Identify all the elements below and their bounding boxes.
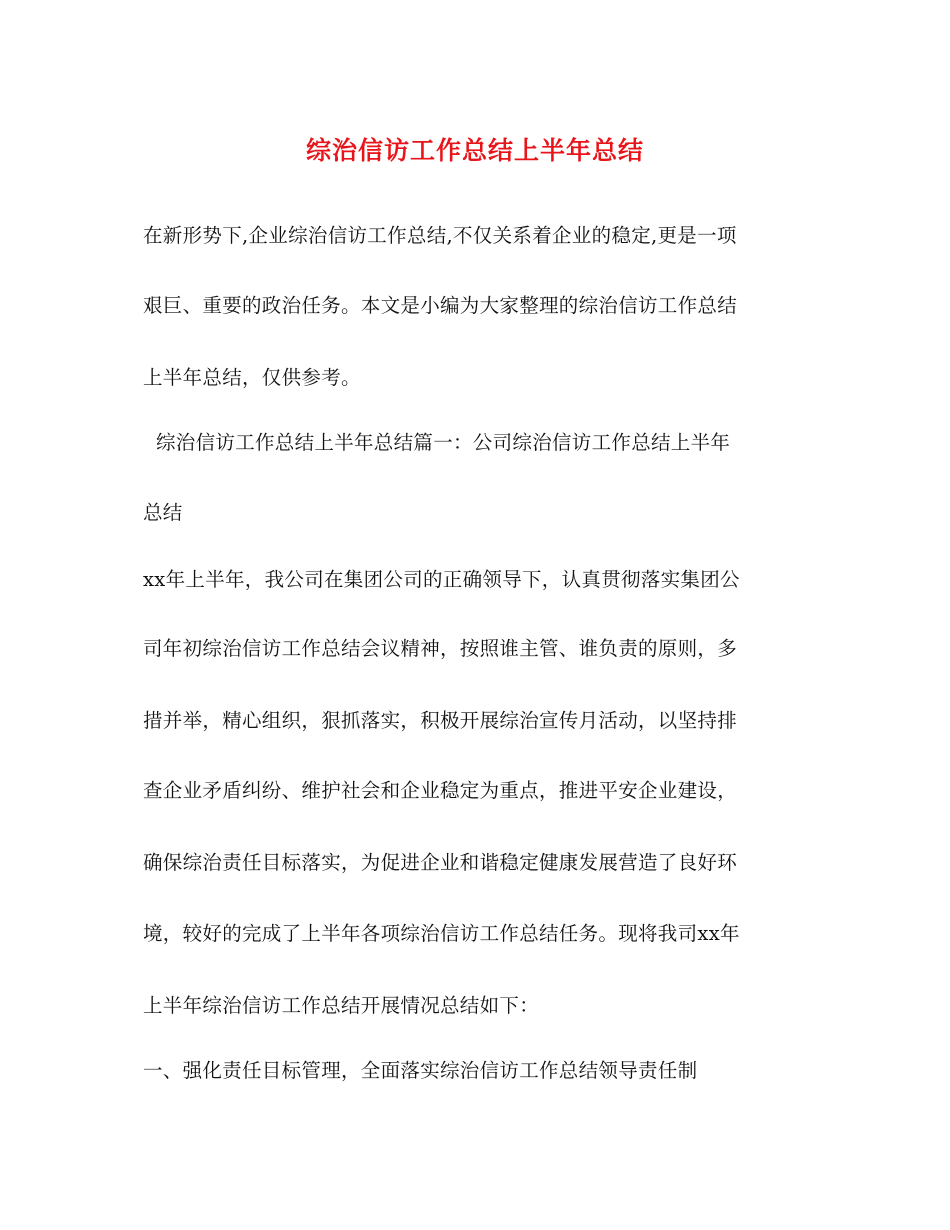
body-line: 境，较好的完成了上半年各项综治信访工作总结任务。现将我司xx年	[143, 922, 740, 945]
body-line: 艰巨、重要的政治任务。本文是小编为大家整理的综治信访工作总结	[143, 294, 738, 317]
body-line: 查企业矛盾纠纷、维护社会和企业稳定为重点，推进平安企业建设，	[143, 779, 738, 802]
section-heading-line: 综治信访工作总结上半年总结篇一：公司综治信访工作总结上半年	[143, 431, 731, 454]
subheading-line: 一、强化责任目标管理，全面落实综治信访工作总结领导责任制	[143, 1059, 698, 1082]
section-heading-line: 总结	[143, 501, 183, 524]
body-line: 司年初综治信访工作总结会议精神，按照谁主管、谁负责的原则，多	[143, 637, 738, 660]
body-line: 措并举，精心组织，狠抓落实，积极开展综治宣传月活动，以坚持排	[143, 709, 738, 732]
document-title: 综治信访工作总结上半年总结	[305, 136, 644, 165]
body-line: xx年上半年，我公司在集团公司的正确领导下，认真贯彻落实集团公	[143, 568, 740, 591]
body-line: 在新形势下,企业综治信访工作总结,不仅关系着企业的稳定,更是一项	[143, 224, 737, 247]
body-line: 上半年综治信访工作总结开展情况总结如下：	[143, 994, 540, 1017]
body-line: 确保综治责任目标落实，为促进企业和谐稳定健康发展营造了良好环	[143, 851, 738, 874]
body-line: 上半年总结，仅供参考。	[143, 366, 361, 389]
